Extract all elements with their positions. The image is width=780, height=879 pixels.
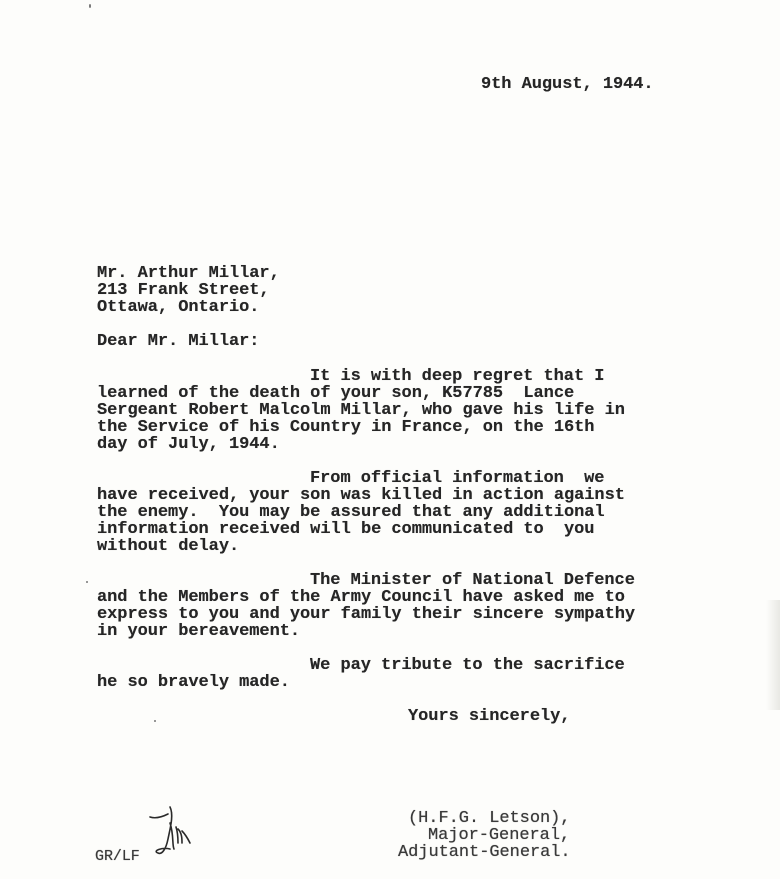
paragraph-line: information received will be communicated to you — [97, 520, 595, 539]
paper-edge-shadow — [766, 600, 780, 710]
paragraph-line: We pay tribute to the sacrifice — [310, 656, 625, 675]
paper-speck — [89, 4, 91, 8]
recipient-street: 213 Frank Street, — [97, 281, 270, 300]
recipient-name: Mr. Arthur Millar, — [97, 264, 280, 283]
paragraph-line: the enemy. You may be assured that any additional — [97, 503, 605, 522]
paragraph-line: and the Members of the Army Council have asked me to — [97, 588, 625, 607]
paragraph-line: It is with deep regret that I — [310, 367, 605, 386]
paragraph-line: From official information we — [310, 469, 605, 488]
salutation: Dear Mr. Millar: — [97, 332, 260, 351]
paragraph-line: he so bravely made. — [97, 673, 290, 692]
paper-speck — [154, 720, 156, 722]
signatory-title: Adjutant-General. — [398, 843, 571, 862]
paragraph-line: the Service of his Country in France, on the 16th — [97, 418, 595, 437]
handwritten-initials-icon — [148, 805, 208, 865]
paragraph-line: have received, your son was killed in action against — [97, 486, 625, 505]
recipient-city: Ottawa, Ontario. — [97, 298, 260, 317]
paragraph-line: without delay. — [97, 537, 240, 556]
paragraph-line: Sergeant Robert Malcolm Millar, who gave his life in — [97, 401, 625, 420]
paragraph-line: in your bereavement. — [97, 622, 301, 641]
reference-initials: GR/LF — [95, 848, 140, 865]
closing: Yours sincerely, — [408, 707, 571, 726]
paragraph-line: learned of the death of your son, K57785 Lance — [97, 384, 575, 403]
paragraph-line: The Minister of National Defence — [310, 571, 635, 590]
paper-speck — [86, 581, 88, 583]
paragraph-line: express to you and your family their sincere sympathy — [97, 605, 636, 624]
signatory-name: (H.F.G. Letson), — [408, 809, 571, 828]
letter-date: 9th August, 1944. — [481, 75, 654, 94]
paragraph-line: day of July, 1944. — [97, 435, 280, 454]
signatory-rank: Major-General, — [428, 826, 571, 845]
